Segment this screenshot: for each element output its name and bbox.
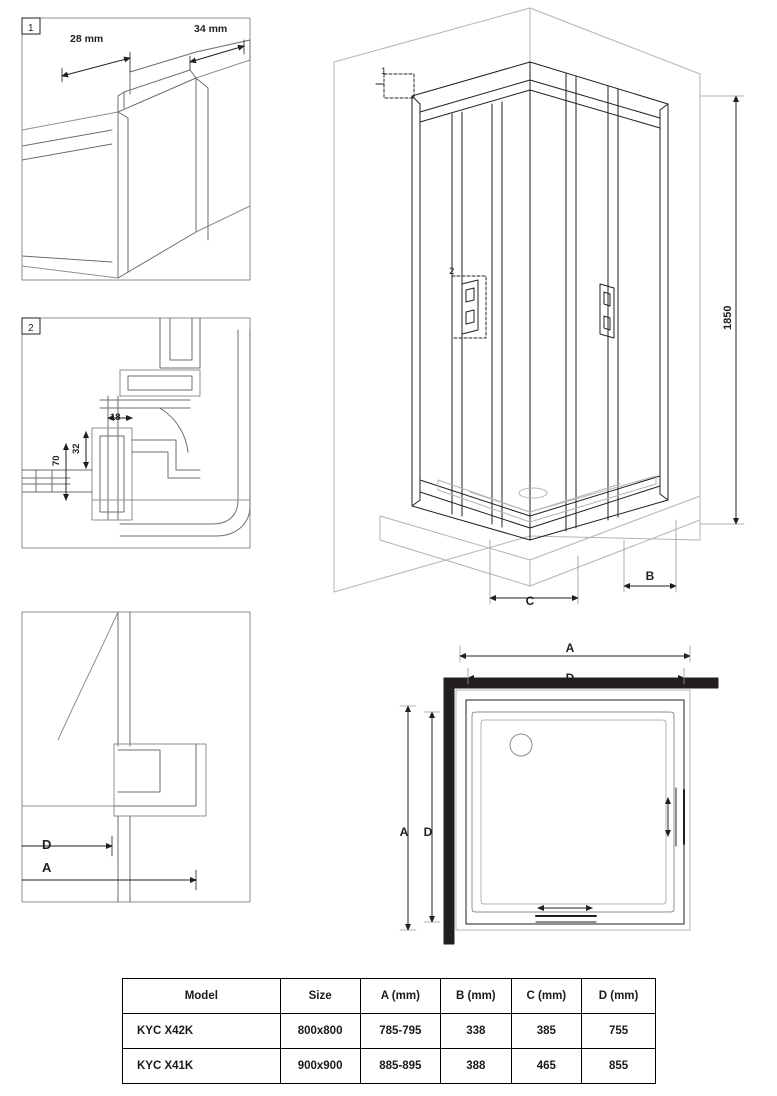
header-a: A (mm) <box>360 979 441 1014</box>
table-row <box>123 1049 656 1084</box>
plan-dim-a-top: A <box>565 641 575 655</box>
cell-c: 385 <box>511 1014 582 1049</box>
table-row <box>123 1014 656 1049</box>
panel-3-dim-a: A <box>42 860 52 875</box>
panel-3-dim-d: D <box>42 837 52 852</box>
detail-panel-3-geometry <box>22 612 206 902</box>
detail-panel-3-frame <box>22 612 250 902</box>
cell-size: 800x800 <box>280 1014 360 1049</box>
panel-2-badge: 2 <box>28 323 34 334</box>
detail-panel-1-dimensions <box>62 40 244 82</box>
detail-panel-2-geometry <box>22 318 250 536</box>
cell-c: 465 <box>511 1049 582 1084</box>
main-dim-c: C <box>525 594 535 608</box>
panel-2-dim-70: 70 <box>51 455 62 466</box>
panel-2-dim-32: 32 <box>71 443 82 454</box>
cell-d: 755 <box>582 1014 656 1049</box>
main-dim-b: B <box>645 569 655 583</box>
detail-panel-2-dimensions <box>66 418 132 500</box>
detail-panel-2-frame <box>22 318 250 548</box>
main-callout-2: 2 <box>449 266 455 277</box>
plan-dim-d-top: D <box>565 671 575 685</box>
header-d: D (mm) <box>582 979 656 1014</box>
panel-2-dim-18: 18 <box>110 412 121 423</box>
table-header-row <box>123 979 656 1014</box>
main-dim-1850: 1850 <box>722 305 734 330</box>
detail-panel-1-frame <box>22 18 250 280</box>
cell-model: KYC X41K <box>123 1049 281 1084</box>
cell-b: 388 <box>441 1049 512 1084</box>
cell-b: 338 <box>441 1014 512 1049</box>
cell-d: 855 <box>582 1049 656 1084</box>
cell-a: 785-795 <box>360 1014 441 1049</box>
detail-panel-1-geometry <box>22 40 250 278</box>
plan-dim-a-left: A <box>399 825 409 839</box>
cell-a: 885-895 <box>360 1049 441 1084</box>
header-c: C (mm) <box>511 979 582 1014</box>
panel-1-badge: 1 <box>28 23 34 34</box>
panel-1-dim-34mm: 34 mm <box>194 23 228 35</box>
header-model: Model <box>123 979 281 1014</box>
main-callout-1: 1 <box>381 66 387 77</box>
header-size: Size <box>280 979 360 1014</box>
cell-size: 900x900 <box>280 1049 360 1084</box>
plan-dim-d-left: D <box>423 825 433 839</box>
cell-model: KYC X42K <box>123 1014 281 1049</box>
header-b: B (mm) <box>441 979 512 1014</box>
main-3d-view <box>334 8 700 592</box>
panel-1-dim-28mm: 28 mm <box>70 33 104 45</box>
specification-table <box>122 978 656 1084</box>
plan-view <box>444 678 718 944</box>
